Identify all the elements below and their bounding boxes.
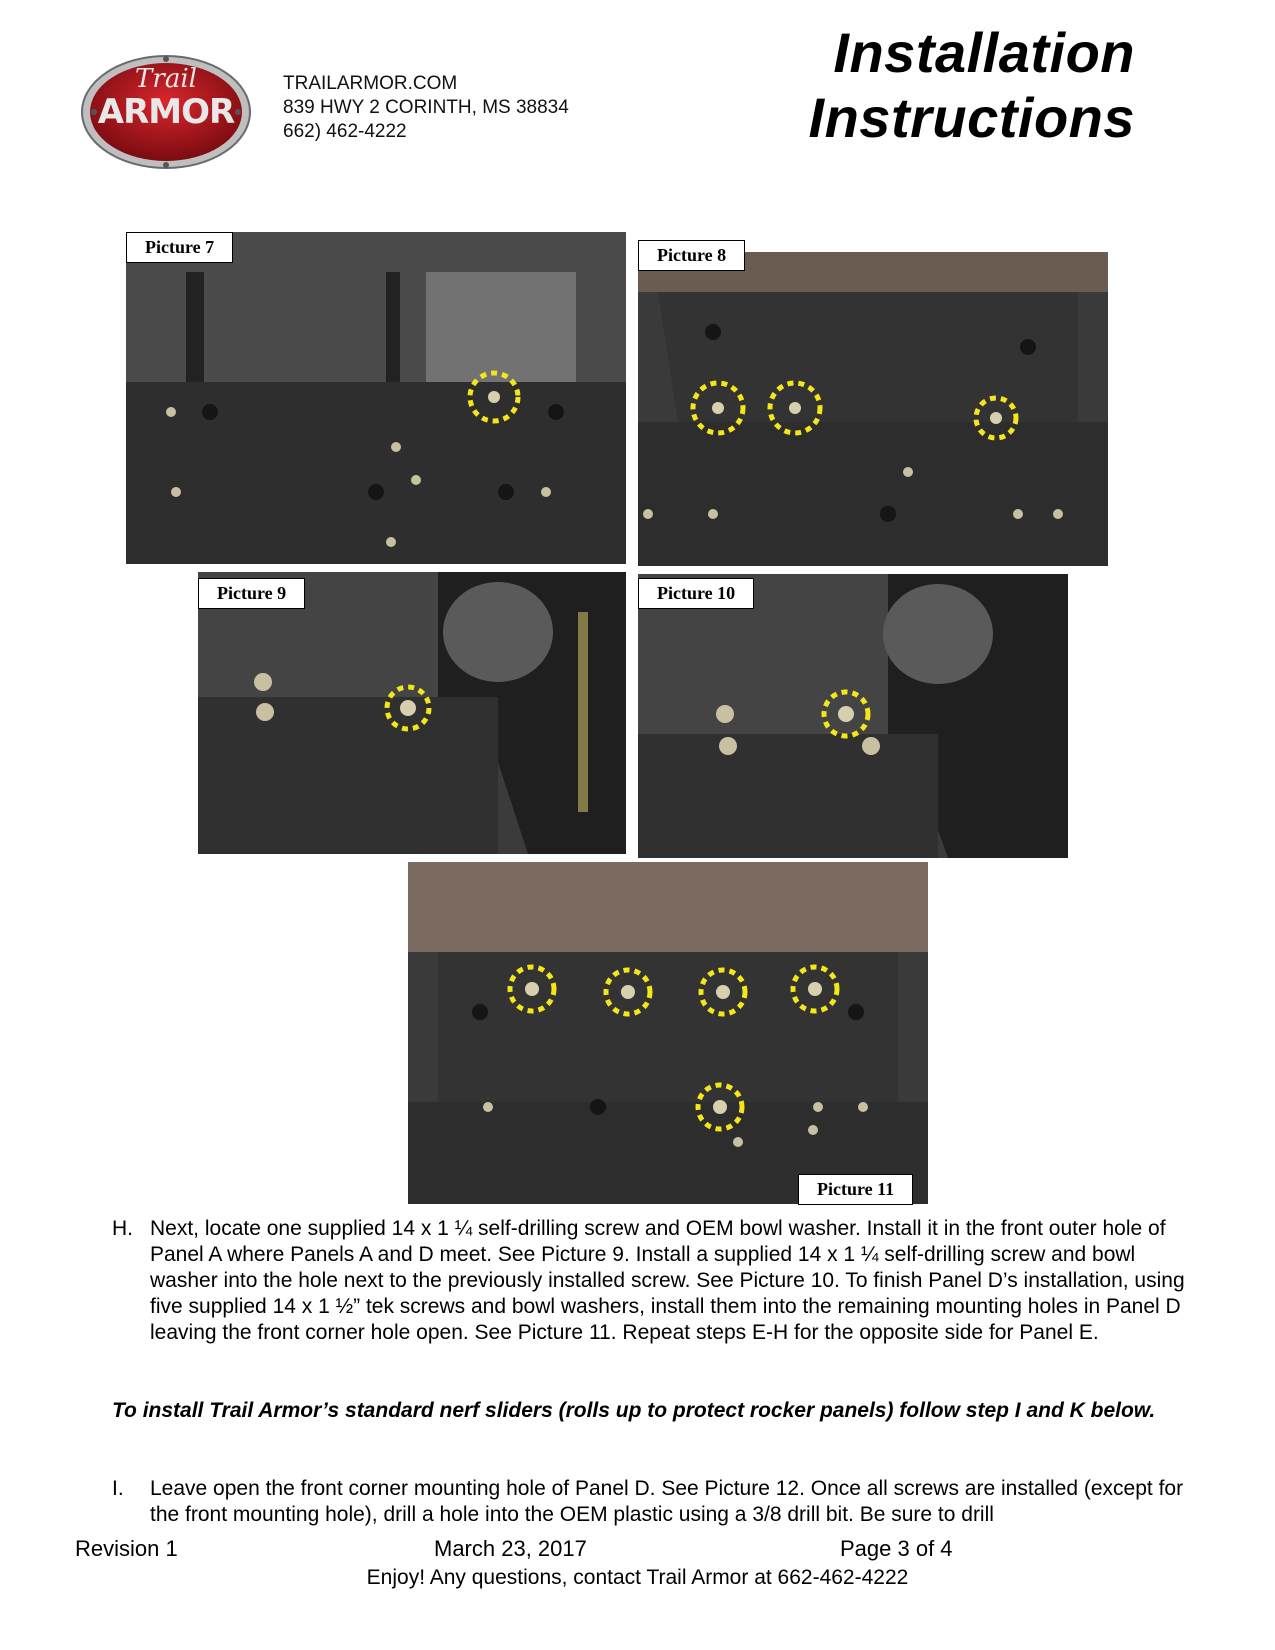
picture-8-photo xyxy=(638,252,1108,566)
footer-revision: Revision 1 xyxy=(75,1536,178,1561)
footer-contact: Enjoy! Any questions, contact Trail Armor at 662-462-4222 xyxy=(366,1566,909,1589)
page-title-line1: Installation xyxy=(833,21,1135,84)
picture-8-label: Picture 8 xyxy=(638,240,745,271)
company-phone: 662) 462-4222 xyxy=(283,121,407,142)
picture-11-photo xyxy=(408,862,928,1204)
footer-page-number: Page 3 of 4 xyxy=(840,1536,953,1561)
step-h-text: Next, locate one supplied 14 x 1 ¼ self-drilling screw and OEM bowl washer. Install it in the front outer hole of Panel A where Panels A and D meet. See Picture 9. Install a supplied 14 x 1 ¼ self-drilling screw and bowl washer into the hole next to the previously installed screw. See Picture 10. To finish Panel D’s installation, using five supplied 14 x 1 ½” tek screws and bowl washers, install them into the remaining mounting holes in Panel D leaving the front corner hole open. See Picture 11. Repeat steps E-H for the opposite side for Panel E. xyxy=(150,1217,1185,1344)
step-h xyxy=(112,1216,1197,1346)
step-i-marker: I. xyxy=(112,1477,124,1500)
picture-7-photo xyxy=(126,232,626,564)
footer-date: March 23, 2017 xyxy=(434,1536,587,1561)
step-h-marker: H. xyxy=(112,1217,133,1240)
company-website: TRAILARMOR.COM xyxy=(283,73,458,94)
nerf-slider-note: To install Trail Armor’s standard nerf sliders (rolls up to protect rocker panels) follow step I and K below. xyxy=(112,1399,1156,1422)
logo-text-trail: Trail xyxy=(135,64,197,94)
picture-10-photo xyxy=(638,574,1068,858)
company-address: 839 HWY 2 CORINTH, MS 38834 xyxy=(283,97,569,118)
picture-9-label: Picture 9 xyxy=(198,578,305,609)
picture-10-label: Picture 10 xyxy=(638,578,754,609)
trail-armor-logo xyxy=(80,52,252,172)
page-title-line2: Instructions xyxy=(808,86,1135,149)
picture-9-photo xyxy=(198,572,626,854)
picture-11-label: Picture 11 xyxy=(798,1174,913,1205)
picture-7-label: Picture 7 xyxy=(126,232,233,263)
logo-text-armor: ARMOR xyxy=(97,92,235,132)
step-i xyxy=(112,1476,1197,1528)
step-i-text: Leave open the front corner mounting hole of Panel D. See Picture 12. Once all screws are installed (except for the front mounting hole), drill a hole into the OEM plastic using a 3/8 drill bit. Be sure to drill xyxy=(150,1477,1184,1526)
